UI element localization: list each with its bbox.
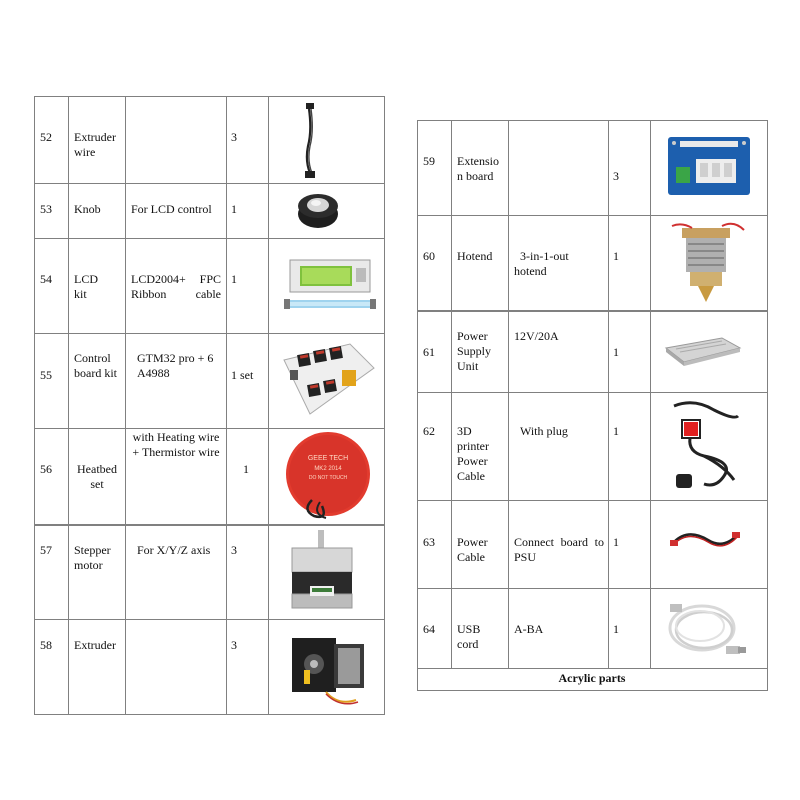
heatbed-warning-print: DO NOT TOUCH bbox=[308, 475, 348, 481]
lcd-kit-photo bbox=[282, 258, 378, 318]
item-number: 57 bbox=[40, 543, 52, 557]
heatbed-model-print: MK2 2014 bbox=[314, 466, 342, 472]
item-number: 64 bbox=[423, 622, 435, 636]
item-quantity: 1 bbox=[613, 622, 619, 636]
item-number: 55 bbox=[40, 368, 52, 382]
item-quantity: 1 bbox=[613, 535, 619, 549]
item-quantity: 1 bbox=[613, 249, 619, 263]
item-name: Extruder bbox=[74, 638, 116, 652]
acrylic-parts-heading: Acrylic parts bbox=[558, 671, 626, 685]
item-name: Control board kit bbox=[74, 351, 117, 380]
extruder-photo bbox=[286, 634, 374, 708]
power-supply-photo bbox=[662, 334, 742, 368]
item-spec: For LCD control bbox=[131, 202, 212, 216]
knob-photo bbox=[296, 190, 340, 230]
item-name: USB cord bbox=[457, 622, 481, 651]
item-quantity: 1 bbox=[613, 424, 619, 438]
item-number: 61 bbox=[423, 345, 435, 359]
item-name: Hotend bbox=[457, 249, 493, 263]
item-number: 60 bbox=[423, 249, 435, 263]
item-number: 59 bbox=[423, 154, 435, 168]
item-number: 56 bbox=[40, 462, 52, 476]
item-number: 53 bbox=[40, 202, 52, 216]
power-cable-photo bbox=[664, 396, 746, 496]
item-spec: A-BA bbox=[514, 622, 544, 636]
item-name: Knob bbox=[74, 202, 101, 216]
item-name: 3D printer Power Cable bbox=[457, 424, 489, 483]
item-quantity: 3 bbox=[613, 169, 619, 183]
item-spec: with Heating wire + Thermistor wire bbox=[132, 430, 220, 459]
item-quantity: 1 bbox=[231, 272, 237, 286]
item-name: Stepper motor bbox=[74, 543, 111, 572]
item-number: 58 bbox=[40, 638, 52, 652]
item-name: Heatbed set bbox=[77, 462, 117, 491]
item-spec: For X/Y/Z axis bbox=[137, 543, 211, 557]
item-name: Extension board bbox=[457, 154, 499, 183]
item-spec: 3-in-1-out hotend bbox=[514, 249, 569, 278]
hotend-photo bbox=[662, 218, 750, 308]
item-spec: LCD2004+ FPC Ribbon cable bbox=[131, 272, 221, 301]
item-quantity: 1 bbox=[231, 202, 237, 216]
item-spec: GTM32 pro + 6 A4988 bbox=[137, 351, 214, 380]
item-name: Power Cable bbox=[457, 535, 488, 564]
heatbed-brand-print: GEEE TECH bbox=[307, 455, 349, 462]
item-number: 62 bbox=[423, 424, 435, 438]
item-name: LCD kit bbox=[74, 272, 98, 301]
extruder-wire-photo bbox=[296, 101, 326, 181]
item-quantity: 1 set bbox=[231, 368, 254, 382]
item-quantity: 1 bbox=[243, 462, 249, 476]
item-spec: With plug bbox=[520, 424, 568, 438]
item-quantity: 1 bbox=[613, 345, 619, 359]
item-number: 52 bbox=[40, 130, 52, 144]
item-name: Power Supply Unit bbox=[457, 329, 492, 373]
item-number: 54 bbox=[40, 272, 52, 286]
item-spec: Connect board to PSU bbox=[514, 535, 604, 564]
extension-board-photo bbox=[666, 133, 752, 199]
heatbed-photo bbox=[282, 430, 374, 522]
control-board-photo bbox=[280, 340, 378, 420]
usb-cord-photo bbox=[660, 596, 750, 662]
item-number: 63 bbox=[423, 535, 435, 549]
item-spec: 12V/20A bbox=[514, 329, 559, 343]
item-name: Extruder wire bbox=[74, 130, 116, 159]
item-quantity: 3 bbox=[231, 130, 237, 144]
item-quantity: 3 bbox=[231, 543, 237, 557]
item-quantity: 3 bbox=[231, 638, 237, 652]
board-cable-photo bbox=[668, 522, 742, 562]
stepper-motor-photo bbox=[288, 528, 358, 614]
